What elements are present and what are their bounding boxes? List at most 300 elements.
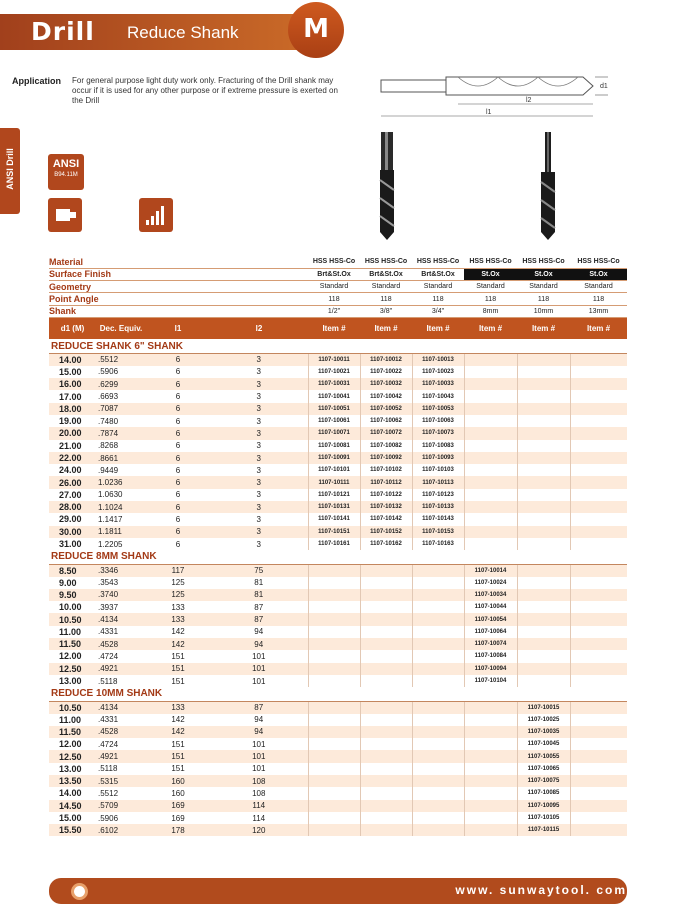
cell-l1: 6: [175, 514, 181, 524]
cell-item-number: 1107-10121: [308, 489, 360, 501]
cell-item-number: [517, 638, 570, 650]
table-row: [49, 489, 627, 501]
cell-item-number: [570, 601, 627, 613]
cell-dec-equiv: .4921: [96, 750, 146, 762]
spec-value: 118: [570, 293, 627, 305]
cell-item-number: 1107-10101: [308, 464, 360, 476]
shank-type-icon: [48, 198, 82, 232]
cell-dec-equiv: 1.0630: [98, 490, 123, 500]
cell-item-number: 1107-10083: [412, 440, 464, 452]
cell-d1: 10.50: [49, 701, 96, 713]
cell-item-number: [308, 626, 360, 638]
cell-item-number: [464, 464, 517, 476]
cell-item-number: 1107-10163: [412, 538, 464, 550]
cell-item-number: [464, 390, 517, 402]
cell-item-number: 1107-10044: [464, 601, 517, 613]
cell-l1: 133: [146, 701, 210, 713]
cell-l1: 6: [175, 392, 181, 402]
cell-item-number: [570, 378, 627, 390]
cell-item-number: 1107-10051: [308, 403, 360, 415]
cell-item-number: [360, 775, 412, 787]
cell-item-number: 1107-10151: [308, 526, 360, 538]
cell-l2: 3: [210, 452, 308, 464]
section-title-row: [49, 687, 627, 701]
section-title-row: [49, 339, 627, 353]
cell-item-number: [570, 577, 627, 589]
cell-item-number: 1107-10112: [360, 476, 412, 488]
cell-dec-equiv: .7480: [98, 416, 119, 426]
cell-item-number: [570, 638, 627, 650]
cell-item-number: [464, 726, 517, 738]
cell-l1: 151: [171, 739, 185, 749]
cell-l2: 87: [254, 602, 264, 612]
label-l1: l1: [486, 109, 492, 116]
cell-l1: 151: [171, 651, 185, 661]
cell-d1: 12.00: [59, 651, 82, 662]
website-url[interactable]: www. sunwaytool. com: [455, 883, 627, 897]
cell-item-number: [308, 564, 360, 576]
cell-l2: 3: [210, 501, 308, 513]
cell-dec-equiv: 1.1811: [96, 526, 146, 538]
cell-item-number: [570, 403, 627, 415]
table-row: [49, 526, 627, 538]
cell-item-number: [517, 353, 570, 365]
cell-d1: 13.00: [59, 676, 82, 687]
cell-item-number: 1107-10045: [517, 738, 570, 750]
cell-item-number: [412, 675, 464, 687]
cell-l1: 6: [146, 476, 210, 488]
cell-item-number: [464, 440, 517, 452]
cell-l2: 101: [252, 676, 266, 686]
cell-item-number: [517, 577, 570, 589]
cell-item-number: [570, 800, 627, 812]
cell-item-number: 1107-10115: [517, 824, 570, 836]
cell-item-number: [570, 526, 627, 538]
cell-item-number: [360, 638, 412, 650]
cell-item-number: [464, 824, 517, 836]
cell-item-number: [360, 763, 412, 775]
drill-dimension-diagram: [378, 70, 618, 122]
cell-item-number: [464, 526, 517, 538]
cell-l2: 94: [210, 638, 308, 650]
cell-item-number: 1107-10122: [360, 489, 412, 501]
dec-header: Dec. Equiv.: [96, 317, 146, 339]
cell-item-number: [308, 787, 360, 799]
cell-item-number: [360, 613, 412, 625]
l2-header: l2: [210, 317, 308, 339]
cell-l2: 3: [210, 476, 308, 488]
cell-l2: 3: [210, 403, 308, 415]
cell-item-number: [412, 824, 464, 836]
cell-item-number: [360, 738, 412, 750]
cell-item-number: [464, 763, 517, 775]
cell-item-number: [308, 577, 360, 589]
cell-item-number: [570, 787, 627, 799]
cell-item-number: [308, 638, 360, 650]
spec-value: 3/8": [360, 305, 412, 317]
page-subtitle: Reduce Shank: [127, 23, 239, 42]
cell-item-number: [412, 812, 464, 824]
cell-l2: 3: [210, 427, 308, 439]
cell-l1: 6: [146, 353, 210, 365]
cell-l2: 101: [252, 764, 266, 774]
item-header: Item #: [308, 317, 360, 339]
cell-dec-equiv: 1.0236: [96, 476, 146, 488]
cell-item-number: 1107-10055: [517, 750, 570, 762]
cell-item-number: [570, 663, 627, 675]
table-row: [49, 476, 627, 488]
cell-item-number: [308, 738, 360, 750]
cell-item-number: [570, 589, 627, 601]
cell-item-number: [412, 564, 464, 576]
cell-item-number: [308, 726, 360, 738]
cell-l2: 120: [210, 824, 308, 836]
cell-item-number: 1107-10052: [360, 403, 412, 415]
cell-item-number: 1107-10103: [412, 464, 464, 476]
application-text: For general purpose light duty work only. Fracturing of the Drill shank may occur if it is used for any other purpose or if extreme pressure is exerted on the Drill: [72, 76, 338, 105]
cell-dec-equiv: .5512: [98, 788, 119, 798]
cell-d1: 27.00: [59, 489, 82, 500]
cell-item-number: [570, 613, 627, 625]
cell-item-number: 1107-10092: [360, 452, 412, 464]
cell-l2: 87: [210, 701, 308, 713]
cell-l1: 6: [146, 403, 210, 415]
cell-item-number: [412, 650, 464, 662]
cell-item-number: [360, 650, 412, 662]
application-label: Application: [12, 76, 61, 86]
cell-dec-equiv: .9449: [98, 465, 119, 475]
section-title: REDUCE SHANK 6" SHANK: [49, 339, 627, 353]
cell-item-number: 1107-10085: [517, 787, 570, 799]
cell-l2: 3: [256, 392, 261, 402]
cell-item-number: 1107-10093: [412, 452, 464, 464]
table-row: [49, 626, 627, 638]
cell-l1: 169: [171, 813, 185, 823]
spec-label: Shank: [49, 305, 308, 317]
cell-l2: 87: [210, 613, 308, 625]
cell-item-number: 1107-10054: [464, 613, 517, 625]
cell-item-number: [517, 464, 570, 476]
cell-item-number: [412, 663, 464, 675]
cell-item-number: [570, 538, 627, 550]
table-row: [49, 638, 627, 650]
cell-item-number: [412, 726, 464, 738]
cell-item-number: [517, 650, 570, 662]
cell-l2: 3: [210, 526, 308, 538]
spec-value: HSS HSS-Co: [570, 256, 627, 268]
cell-item-number: [464, 366, 517, 378]
cell-item-number: 1107-10141: [308, 513, 360, 525]
cell-item-number: [360, 577, 412, 589]
cell-dec-equiv: .5315: [96, 775, 146, 787]
cell-item-number: 1107-10034: [464, 589, 517, 601]
cell-l1: 151: [171, 676, 185, 686]
cell-d1: 21.00: [59, 440, 82, 451]
spec-label: Geometry: [49, 281, 308, 293]
cell-item-number: [308, 750, 360, 762]
cell-item-number: [570, 353, 627, 365]
cell-l1: 6: [146, 526, 210, 538]
spec-row: [49, 305, 627, 317]
spec-value: Standard: [570, 281, 627, 293]
spec-value: 3/4": [412, 305, 464, 317]
cell-dec-equiv: .5118: [98, 676, 118, 686]
cell-d1: 31.00: [59, 539, 82, 550]
table-row: [49, 787, 627, 799]
cell-item-number: 1107-10161: [308, 538, 360, 550]
cell-item-number: 1107-10094: [464, 663, 517, 675]
cell-item-number: [570, 824, 627, 836]
cell-item-number: [360, 701, 412, 713]
cell-item-number: [308, 675, 360, 687]
spec-row: [49, 281, 627, 293]
cell-l2: 3: [256, 416, 261, 426]
cell-d1: 12.50: [49, 663, 96, 675]
standard-code: B94.11M: [54, 172, 78, 178]
cell-item-number: [360, 564, 412, 576]
cell-l1: 6: [175, 441, 181, 451]
table-row: [49, 613, 627, 625]
footer-bar: [49, 878, 627, 904]
cell-l1: 6: [146, 501, 210, 513]
section-title: REDUCE 10MM SHANK: [49, 687, 627, 701]
cell-l1: 178: [146, 824, 210, 836]
series-badge: M: [288, 2, 344, 58]
cell-item-number: 1107-10091: [308, 452, 360, 464]
spec-value: 1/2": [308, 305, 360, 317]
cell-item-number: 1107-10033: [412, 378, 464, 390]
cell-item-number: 1107-10023: [412, 366, 464, 378]
spec-value: 118: [412, 293, 464, 305]
cell-item-number: [464, 513, 517, 525]
spec-value: HSS HSS-Co: [360, 256, 412, 268]
table-row: [49, 538, 627, 550]
cell-item-number: [517, 489, 570, 501]
cell-item-number: [517, 538, 570, 550]
cell-item-number: [570, 440, 627, 452]
cell-dec-equiv: .6102: [96, 824, 146, 836]
cell-item-number: [412, 714, 464, 726]
cell-item-number: 1107-10025: [517, 714, 570, 726]
cell-item-number: [464, 415, 517, 427]
cell-l2: 3: [256, 539, 261, 549]
table-row: [49, 403, 627, 415]
cell-item-number: 1107-10162: [360, 538, 412, 550]
cell-l2: 101: [210, 750, 308, 762]
cell-item-number: [308, 663, 360, 675]
cell-d1: 17.00: [59, 391, 82, 402]
cell-dec-equiv: .3937: [98, 602, 119, 612]
cell-item-number: [464, 452, 517, 464]
cell-item-number: [517, 427, 570, 439]
cell-item-number: 1107-10131: [308, 501, 360, 513]
spec-value: St.Ox: [464, 268, 517, 280]
cell-item-number: 1107-10011: [308, 353, 360, 365]
cell-dec-equiv: .4331: [98, 715, 119, 725]
cell-l2: 3: [210, 353, 308, 365]
table-row: [49, 675, 627, 687]
cell-item-number: [464, 489, 517, 501]
cell-d1: 12.50: [49, 750, 96, 762]
label-l2: l2: [526, 97, 532, 104]
cell-l2: 3: [256, 514, 261, 524]
cell-item-number: 1107-10073: [412, 427, 464, 439]
cell-item-number: [360, 714, 412, 726]
cell-l1: 125: [146, 589, 210, 601]
spec-row: [49, 268, 627, 280]
cell-item-number: [570, 701, 627, 713]
cell-l1: 151: [171, 764, 185, 774]
cell-d1: 9.50: [49, 589, 96, 601]
cell-l1: 133: [146, 613, 210, 625]
cell-l2: 75: [210, 564, 308, 576]
cell-item-number: [517, 626, 570, 638]
cell-item-number: 1107-10113: [412, 476, 464, 488]
cell-item-number: 1107-10062: [360, 415, 412, 427]
cell-l1: 117: [146, 564, 210, 576]
cell-dec-equiv: .4134: [96, 701, 146, 713]
spec-value: St.Ox: [517, 268, 570, 280]
cell-d1: 15.00: [59, 366, 82, 377]
cell-d1: 24.00: [59, 465, 82, 476]
cell-d1: 16.00: [49, 378, 96, 390]
cell-dec-equiv: .5512: [96, 353, 146, 365]
table-row: [49, 738, 627, 750]
cell-d1: 30.00: [49, 526, 96, 538]
cell-item-number: [464, 378, 517, 390]
cell-l2: 3: [256, 490, 261, 500]
cell-d1: 14.00: [49, 353, 96, 365]
cell-item-number: [464, 738, 517, 750]
cell-item-number: [570, 427, 627, 439]
cell-item-number: [412, 738, 464, 750]
cell-l2: 81: [254, 578, 264, 588]
cell-l1: 6: [146, 378, 210, 390]
cell-item-number: [464, 775, 517, 787]
cell-item-number: [517, 452, 570, 464]
spec-label: Material: [49, 256, 308, 268]
cell-d1: 20.00: [49, 427, 96, 439]
cell-d1: 29.00: [59, 514, 82, 525]
cell-l1: 6: [175, 490, 181, 500]
cell-item-number: [360, 787, 412, 799]
spec-value: HSS HSS-Co: [412, 256, 464, 268]
table-row: [49, 775, 627, 787]
cell-item-number: 1107-10123: [412, 489, 464, 501]
table-row: [49, 577, 627, 589]
cell-item-number: [570, 464, 627, 476]
cell-l1: 6: [175, 367, 181, 377]
cell-dec-equiv: .7087: [96, 403, 146, 415]
cell-item-number: [517, 675, 570, 687]
cell-item-number: [360, 726, 412, 738]
cell-item-number: 1107-10053: [412, 403, 464, 415]
cell-item-number: [360, 589, 412, 601]
table-row: [49, 353, 627, 365]
cell-l2: 3: [210, 378, 308, 390]
spec-value: 118: [464, 293, 517, 305]
cell-l2: 3: [256, 367, 261, 377]
cell-d1: 15.00: [59, 813, 82, 824]
cell-item-number: [308, 613, 360, 625]
l1-header: l1: [146, 317, 210, 339]
cell-item-number: [412, 763, 464, 775]
cell-dec-equiv: .4724: [98, 739, 119, 749]
cell-item-number: [412, 601, 464, 613]
cell-dec-equiv: 1.1024: [96, 501, 146, 513]
cell-item-number: 1107-10015: [517, 701, 570, 713]
cell-d1: 28.00: [49, 501, 96, 513]
cell-dec-equiv: .4921: [96, 663, 146, 675]
cell-item-number: [517, 601, 570, 613]
standard-name: ANSI: [52, 158, 80, 170]
cell-dec-equiv: .4724: [98, 651, 119, 661]
cell-l1: 6: [175, 539, 181, 549]
cell-d1: 14.50: [49, 800, 96, 812]
cell-item-number: [464, 427, 517, 439]
cell-item-number: [517, 440, 570, 452]
cell-item-number: [308, 824, 360, 836]
side-tab: [0, 128, 20, 214]
cell-item-number: [570, 501, 627, 513]
spec-value: 10mm: [517, 305, 570, 317]
drill-table: [49, 256, 627, 836]
d1-header: d1 (M): [49, 317, 96, 339]
spec-value: Brt&St.Ox: [360, 268, 412, 280]
cell-dec-equiv: .8268: [98, 441, 119, 451]
spec-value: Standard: [412, 281, 464, 293]
spec-value: 118: [308, 293, 360, 305]
table-row: [49, 589, 627, 601]
cell-dec-equiv: .5906: [98, 813, 119, 823]
cell-l2: 101: [252, 651, 266, 661]
cell-item-number: [570, 812, 627, 824]
item-header: Item #: [464, 317, 517, 339]
spec-value: 118: [360, 293, 412, 305]
cell-item-number: 1107-10021: [308, 366, 360, 378]
table-row: [49, 601, 627, 613]
spec-value: HSS HSS-Co: [517, 256, 570, 268]
table-row: [49, 701, 627, 713]
item-header: Item #: [412, 317, 464, 339]
cell-item-number: 1107-10153: [412, 526, 464, 538]
cell-dec-equiv: .5709: [96, 800, 146, 812]
cell-item-number: 1107-10012: [360, 353, 412, 365]
cell-item-number: [308, 763, 360, 775]
cell-item-number: 1107-10022: [360, 366, 412, 378]
table-row: [49, 714, 627, 726]
cell-item-number: [517, 415, 570, 427]
cell-l2: 81: [210, 589, 308, 601]
spec-value: Standard: [308, 281, 360, 293]
cell-l2: 94: [254, 715, 264, 725]
cell-item-number: [464, 800, 517, 812]
cell-item-number: 1107-10143: [412, 513, 464, 525]
cell-item-number: 1107-10042: [360, 390, 412, 402]
cell-item-number: [308, 601, 360, 613]
cell-l2: 3: [256, 441, 261, 451]
cell-item-number: [517, 513, 570, 525]
cell-item-number: [570, 626, 627, 638]
cell-dec-equiv: .4528: [96, 726, 146, 738]
cell-d1: 10.00: [59, 602, 82, 613]
table-row: [49, 452, 627, 464]
cell-l1: 160: [146, 775, 210, 787]
cell-d1: 13.50: [49, 775, 96, 787]
cell-item-number: [412, 638, 464, 650]
table-row: [49, 366, 627, 378]
spec-value: 8mm: [464, 305, 517, 317]
